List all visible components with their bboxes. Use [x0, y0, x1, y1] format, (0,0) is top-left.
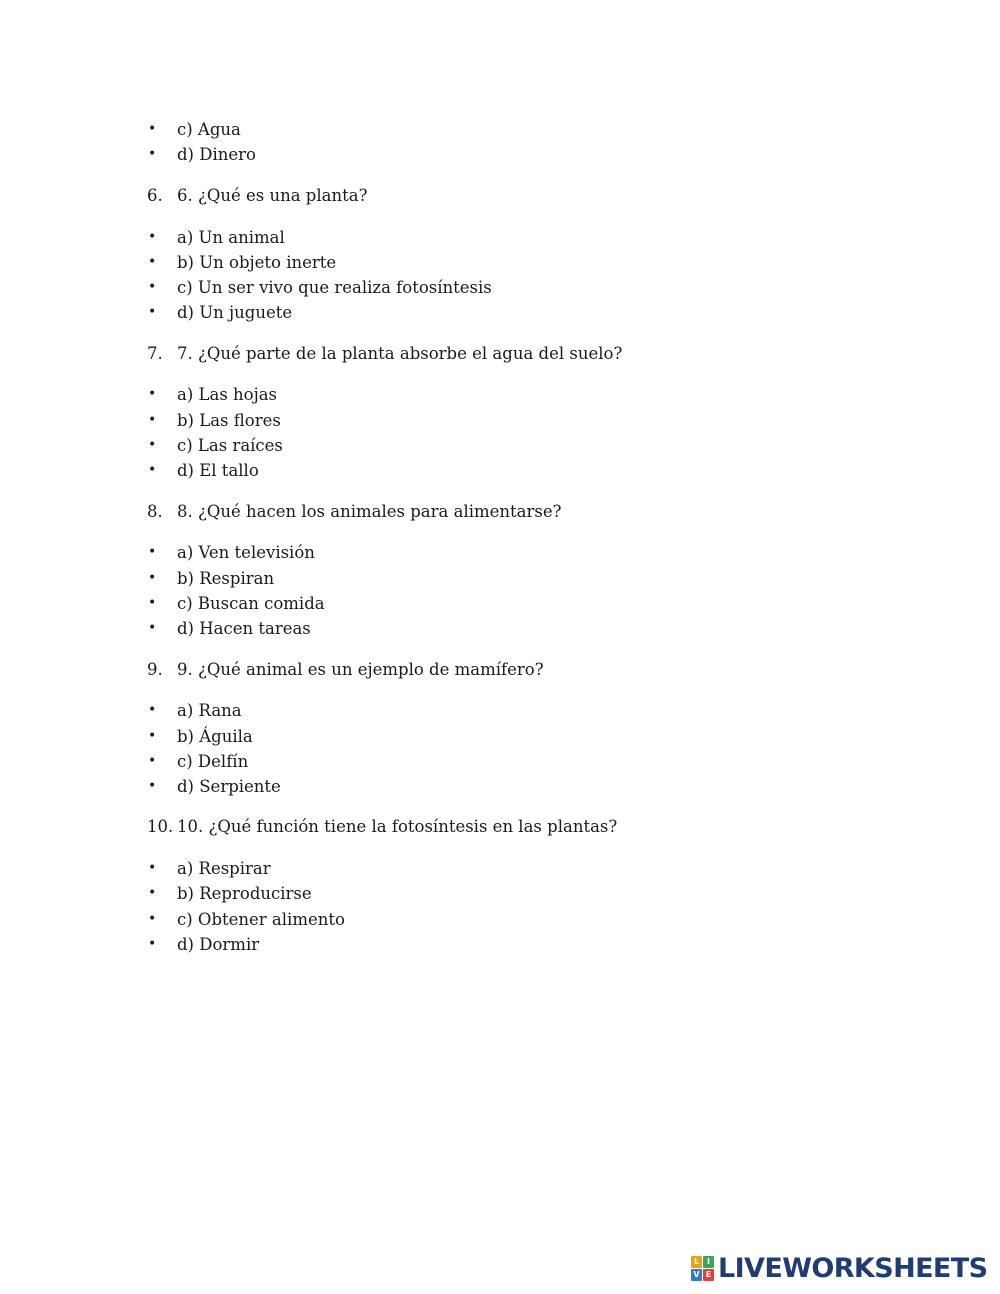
option-item	[147, 591, 867, 616]
option-item	[147, 774, 867, 799]
option-label: d) Dinero	[177, 145, 256, 165]
option-label: b) Águila	[177, 726, 253, 746]
question-item	[147, 183, 867, 208]
logo-tile: E	[703, 1269, 714, 1281]
bullet-icon: •	[148, 253, 157, 270]
option-item	[147, 698, 867, 723]
question-number: 7.	[147, 343, 163, 363]
option-list	[147, 117, 867, 167]
question-text: 7. ¿Qué parte de la planta absorbe el agua del suelo?	[177, 343, 623, 363]
bullet-icon: •	[148, 885, 157, 902]
option-label: b) Reproducirse	[177, 884, 312, 904]
option-item	[147, 117, 867, 142]
bullet-icon: •	[148, 619, 157, 636]
option-item	[147, 566, 867, 591]
option-item	[147, 932, 867, 957]
option-label: a) Rana	[177, 701, 242, 721]
option-item	[147, 142, 867, 167]
option-label: d) Serpiente	[177, 776, 281, 796]
option-label: c) Agua	[177, 120, 241, 139]
question-text: 9. ¿Qué animal es un ejemplo de mamífero?	[177, 659, 544, 679]
option-item	[147, 881, 867, 906]
option-item	[147, 225, 867, 250]
question-text: 10. ¿Qué función tiene la fotosíntesis en las plantas?	[177, 817, 618, 837]
option-item	[147, 540, 867, 565]
option-list	[147, 856, 867, 957]
option-label: b) Un objeto inerte	[177, 252, 337, 272]
bullet-icon: •	[148, 278, 157, 295]
logo-wordmark: LIVEWORKSHEETS	[718, 1253, 988, 1284]
question-item	[147, 657, 867, 682]
option-label: c) Delfín	[177, 751, 249, 771]
option-label: d) Hacen tareas	[177, 618, 311, 638]
bullet-icon: •	[148, 860, 157, 877]
bullet-icon: •	[148, 436, 157, 453]
option-label: a) Respirar	[177, 859, 271, 879]
option-label: a) Las hojas	[177, 385, 278, 405]
option-label: b) Las flores	[177, 410, 281, 430]
bullet-icon: •	[148, 702, 157, 719]
question-number: 6.	[147, 185, 163, 205]
bullet-icon: •	[148, 146, 157, 163]
option-item	[147, 433, 867, 458]
logo-mark-icon	[691, 1256, 715, 1282]
option-item	[147, 275, 867, 300]
bullet-icon: •	[148, 752, 157, 769]
question-text: 8. ¿Qué hacen los animales para alimentarse?	[177, 501, 562, 521]
question-item	[147, 341, 867, 366]
bullet-icon: •	[148, 777, 157, 794]
option-list	[147, 698, 867, 799]
option-label: b) Respiran	[177, 568, 275, 588]
bullet-icon: •	[148, 544, 157, 561]
option-label: c) Las raíces	[177, 435, 283, 455]
option-item	[147, 300, 867, 325]
option-item	[147, 250, 867, 275]
option-label: d) Un juguete	[177, 303, 293, 323]
logo-tile: I	[703, 1256, 714, 1268]
bullet-icon: •	[148, 304, 157, 321]
bullet-icon: •	[148, 910, 157, 927]
option-list	[147, 382, 867, 483]
option-label: d) El tallo	[177, 461, 259, 481]
option-item	[147, 724, 867, 749]
bullet-icon: •	[148, 594, 157, 611]
bullet-icon: •	[148, 121, 157, 137]
bullet-icon: •	[148, 569, 157, 586]
option-item	[147, 749, 867, 774]
bullet-icon: •	[148, 462, 157, 479]
question-number: 9.	[147, 659, 163, 679]
option-label: a) Ven televisión	[177, 543, 315, 563]
option-list	[147, 225, 867, 326]
option-label: c) Un ser vivo que realiza fotosíntesis	[177, 277, 492, 297]
question-number: 10.	[147, 817, 174, 837]
bullet-icon: •	[148, 727, 157, 744]
question-text: 6. ¿Qué es una planta?	[177, 185, 368, 205]
bullet-icon: •	[148, 935, 157, 952]
liveworksheets-logo	[691, 1252, 987, 1286]
option-item	[147, 907, 867, 932]
question-item	[147, 499, 867, 524]
option-item	[147, 856, 867, 881]
question-number: 8.	[147, 501, 163, 521]
option-item	[147, 408, 867, 433]
logo-tile: V	[691, 1269, 702, 1281]
option-item	[147, 382, 867, 407]
bullet-icon: •	[148, 386, 157, 403]
option-label: a) Un animal	[177, 227, 285, 247]
option-list	[147, 540, 867, 641]
option-item	[147, 458, 867, 483]
quiz-content	[147, 117, 867, 957]
option-label: d) Dormir	[177, 934, 260, 954]
question-item	[147, 814, 867, 839]
option-label: c) Buscan comida	[177, 593, 325, 613]
logo-tile: L	[691, 1256, 702, 1268]
option-item	[147, 616, 867, 641]
option-label: c) Obtener alimento	[177, 909, 345, 929]
bullet-icon: •	[148, 411, 157, 428]
bullet-icon: •	[148, 228, 157, 245]
